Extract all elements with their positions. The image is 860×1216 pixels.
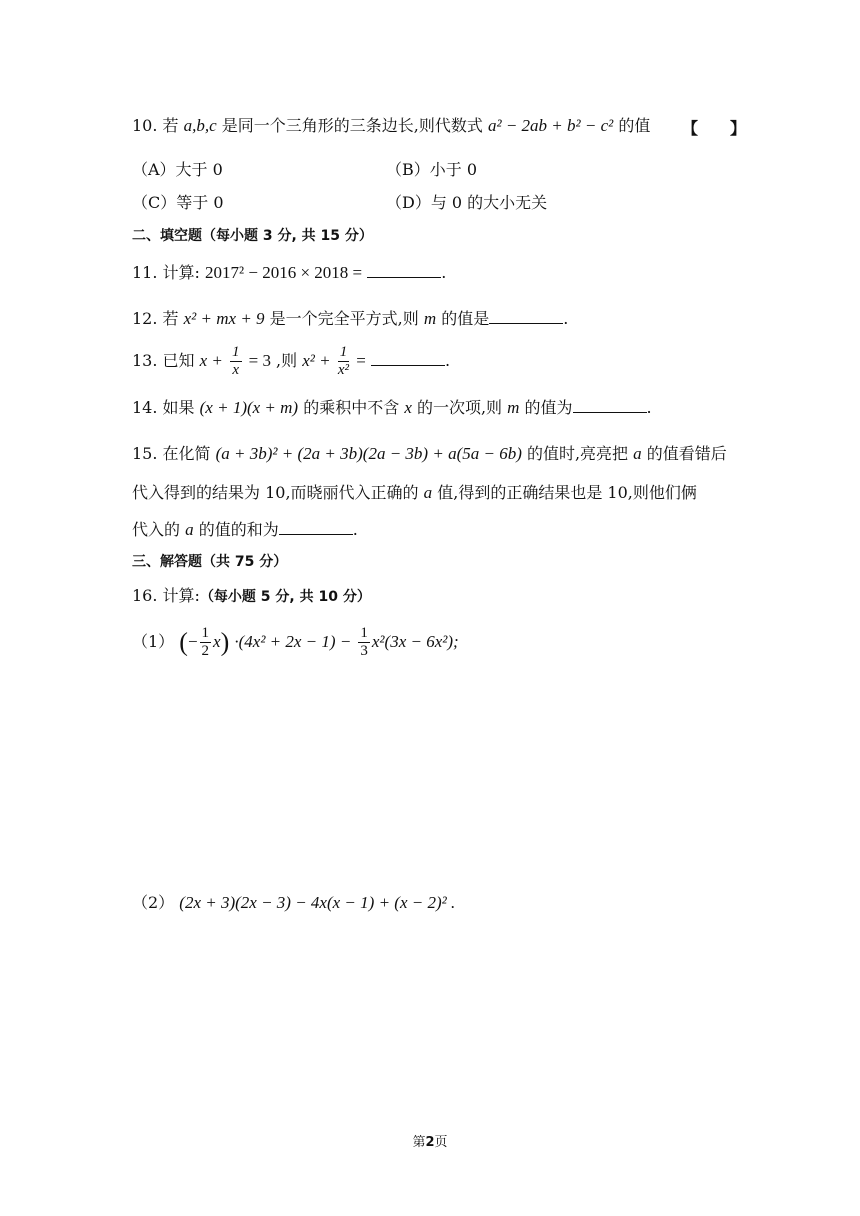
q10-option-c: （C）等于 0 (132, 193, 224, 212)
question-12 (132, 309, 568, 329)
q14-var2: m (507, 398, 520, 417)
q15-line2-pre: 代入得到的结果为 10,而晓丽代入正确的 (132, 483, 419, 502)
q12-end: . (563, 309, 569, 328)
q14-expression: (x + 1)(x + m) (199, 398, 299, 417)
q16-text-pre: 16. 计算: (132, 586, 200, 605)
q15-var-a-1: a (633, 444, 642, 463)
question-15-line-1 (132, 444, 727, 464)
q16-part-2 (132, 893, 455, 913)
footer-post: 页 (434, 1135, 448, 1150)
q16-p1-paren-close: ) (220, 627, 230, 657)
q14-var: x (404, 398, 412, 417)
q12-text-pre: 12. 若 (132, 309, 179, 328)
question-11 (132, 263, 446, 283)
q13-end: . (444, 351, 451, 370)
question-15-line-2 (132, 483, 697, 503)
q15-var-a-2: a (423, 483, 433, 502)
q13-fraction-1 (230, 344, 242, 379)
q12-answer-blank (489, 309, 563, 324)
q13-expr1: x + (199, 351, 223, 370)
q13-frac2-num: 1 (339, 344, 348, 360)
q11-text-pre: 11. 计算: (132, 263, 200, 282)
q13-expr2: x² + (302, 351, 331, 370)
q13-fraction-2 (338, 344, 350, 379)
q13-text-mid: ,则 (276, 351, 298, 370)
page-footer (0, 1131, 860, 1150)
q16-p1-frac2-den: 3 (360, 643, 368, 659)
q16-p1-minus: − (187, 632, 198, 651)
q16-p2-label: （2） (132, 893, 175, 912)
question-16 (132, 586, 371, 607)
q16-p1-paren-open: ( (179, 627, 188, 657)
q16-note: （每小题 5 分, 共 10 分） (199, 589, 371, 605)
q14-end: . (646, 398, 652, 417)
q16-p1-frac-num: 1 (201, 625, 210, 641)
q13-answer-blank (371, 351, 445, 366)
q15-line2-post: 值,得到的正确结果也是 10,则他们俩 (437, 483, 697, 502)
q10-text-pre: 10. 若 (132, 116, 179, 135)
question-10 (132, 116, 650, 136)
section-2-title: 二、填空题（每小题 3 分, 共 15 分） (132, 228, 373, 244)
q15-line3-pre: 代入的 (132, 520, 181, 539)
q14-text-post: 的值为 (524, 398, 573, 417)
q10-vars: a,b,c (183, 116, 217, 135)
q13-text-pre: 13. 已知 (132, 351, 195, 370)
q14-answer-blank (573, 398, 647, 413)
q10-option-d: （D）与 0 的大小无关 (386, 193, 548, 212)
q16-p1-fraction-2 (358, 625, 370, 660)
q15-line3-post: 的值的和为 (198, 520, 279, 539)
question-15-line-3 (132, 520, 358, 540)
q10-option-a: （A）大于 0 (132, 160, 223, 179)
q16-p1-tail: x²(3x − 6x²); (371, 632, 459, 651)
q10-option-b: （B）小于 0 (386, 160, 478, 179)
q13-frac1-den: x (232, 362, 240, 378)
q12-var: m (423, 309, 437, 328)
q12-text-post: 的值是 (441, 309, 490, 328)
q14-text-mid: 的乘积中不含 (303, 398, 400, 417)
q16-p1-frac-den: 2 (201, 643, 210, 659)
q16-p1-x: x (213, 632, 221, 651)
section-3-title: 三、解答题（共 75 分） (132, 554, 288, 570)
q10-expression: a² − 2ab + b² − c² (487, 116, 614, 135)
q12-text-mid: 是一个完全平方式,则 (269, 309, 419, 328)
q15-line1-pre: 15. 在化简 (132, 444, 211, 463)
q15-line1-post: 的值看错后 (646, 444, 727, 463)
q13-frac1-num: 1 (232, 344, 240, 360)
q10-text-mid: 是同一个三角形的三条边长,则代数式 (221, 116, 483, 135)
q15-expression: (a + 3b)² + (2a + 3b)(2a − 3b) + a(5a − 6b) (215, 444, 522, 463)
q16-p2-expression: (2x + 3)(2x − 3) − 4x(x − 1) + (x − 2)² . (179, 893, 456, 912)
q16-p1-fraction (200, 625, 212, 660)
question-13 (132, 342, 450, 380)
q15-answer-blank (279, 520, 353, 535)
q13-expr2-tail: = (356, 351, 366, 370)
q10-answer-bracket: 【 】 (682, 119, 747, 138)
footer-pre: 第 (412, 1135, 426, 1150)
q11-expression: 2017² − 2016 × 2018 = (205, 263, 363, 282)
q15-end: . (352, 520, 358, 539)
q15-line1-mid: 的值时,亮亮把 (526, 444, 629, 463)
page-number: 2 (425, 1135, 435, 1150)
q16-p1-mid: ·(4x² + 2x − 1) − (234, 632, 352, 651)
q16-part-1 (132, 622, 459, 663)
q13-frac2-den: x² (337, 362, 350, 378)
q11-end: . (441, 263, 447, 282)
q15-var-a-3: a (185, 520, 194, 539)
q16-p1-label: （1） (132, 632, 175, 651)
q14-text-mid2: 的一次项,则 (416, 398, 503, 417)
q14-text-pre: 14. 如果 (132, 398, 195, 417)
question-14 (132, 398, 652, 418)
q10-text-post: 的值 (618, 116, 651, 135)
q13-expr1-tail: = 3 (248, 351, 271, 370)
q12-expression: x² + mx + 9 (183, 309, 265, 328)
q16-p1-frac2-num: 1 (360, 625, 368, 641)
q11-answer-blank (367, 263, 441, 278)
